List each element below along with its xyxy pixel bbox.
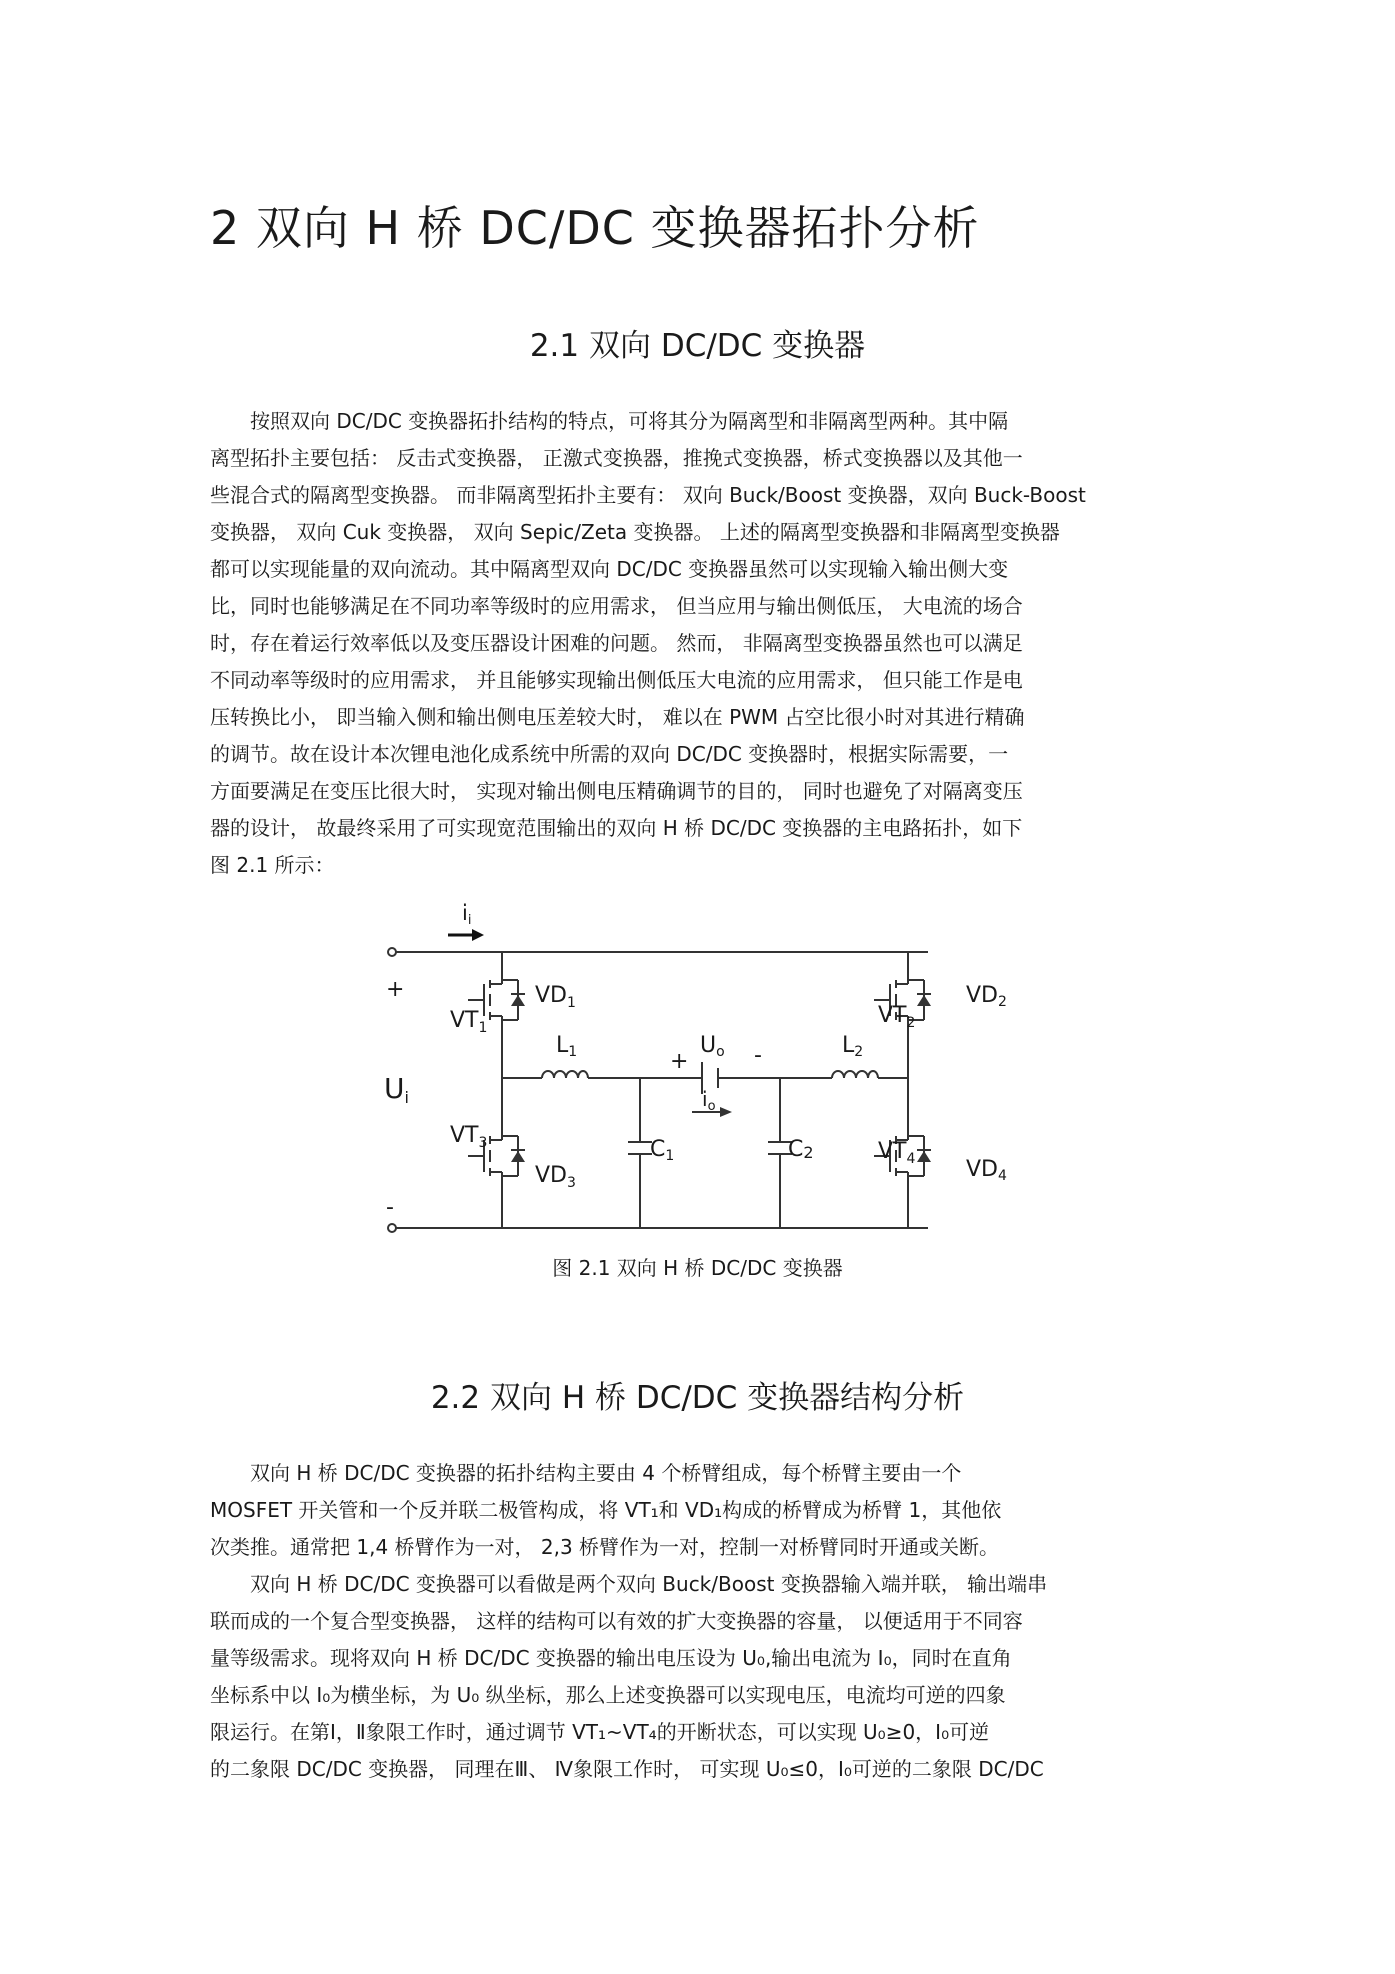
text-line: 器的设计， 故最终采用了可实现宽范围输出的双向 H 桥 DC/DC 变换器的主电路拓扑，如下: [210, 816, 1023, 840]
text-line: 按照双向 DC/DC 变换器拓扑结构的特点，可将其分为隔离型和非隔离型两种。其中隔: [210, 409, 1009, 433]
text-line: MOSFET 开关管和一个反并联二极管构成，将 VT₁和 VD₁构成的桥臂成为桥臂 1，其他依: [210, 1498, 1002, 1522]
text-line: 的调节。故在设计本次锂电池化成系统中所需的双向 DC/DC 变换器时，根据实际需要，一: [210, 742, 1009, 766]
inductor-l2: [832, 1071, 878, 1078]
label-plus-out: +: [670, 1049, 689, 1074]
text-line: 变换器， 双向 Cuk 变换器， 双向 Sepic/Zeta 变换器。 上述的隔离型变换器和非隔离型变换器: [210, 520, 1060, 544]
label-plus-in: +: [386, 977, 405, 1002]
label-vt2: $VT_2$: [878, 1003, 916, 1031]
section-2-1-paragraph: [210, 403, 1200, 884]
section-2-2-paragraph-2: [210, 1566, 1200, 1788]
input-terminal-bottom: [388, 1224, 396, 1232]
label-vt1: $VT_1$: [450, 1008, 488, 1036]
text-line: 次类推。通常把 1,4 桥臂作为一对， 2,3 桥臂作为一对，控制一对桥臂同时开通或关断。: [210, 1535, 1000, 1559]
label-l2: L2: [842, 1033, 864, 1060]
label-vd1: $VD_1$: [535, 983, 576, 1011]
text-line: 不同动率等级时的应用需求， 并且能够实现输出侧低压大电流的应用需求， 但只能工作是电: [210, 668, 1023, 692]
h-bridge-circuit-figure: [370, 880, 1050, 1240]
label-l1: L1: [556, 1033, 578, 1060]
text-line: 比，同时也能够满足在不同功率等级时的应用需求， 但当应用与输出侧低压， 大电流的场合: [210, 594, 1023, 618]
text-line: 的二象限 DC/DC 变换器， 同理在Ⅲ、 Ⅳ象限工作时， 可实现 U₀≤0，I₀可逆的二象限 DC/DC: [210, 1757, 1044, 1781]
text-line: 压转换比小， 即当输入侧和输出侧电压差较大时， 难以在 PWM 占空比很小时对其进行精确: [210, 705, 1025, 729]
text-line: 双向 H 桥 DC/DC 变换器可以看做是两个双向 Buck/Boost 变换器输入端并联， 输出端串: [210, 1572, 1048, 1596]
section-heading-2-1: 2.1 双向 DC/DC 变换器: [529, 328, 866, 364]
label-ii: ii: [462, 901, 472, 928]
text-line: 时，存在着运行效率低以及变压器设计困难的问题。 然而， 非隔离型变换器虽然也可以满足: [210, 631, 1023, 655]
text-line: 联而成的一个复合型变换器， 这样的结构可以有效的扩大变换器的容量， 以便适用于不同容: [210, 1609, 1023, 1633]
text-line: 方面要满足在变压比很大时， 实现对输出侧电压精确调节的目的， 同时也避免了对隔离变压: [210, 779, 1023, 803]
label-c2: C2: [788, 1137, 814, 1162]
section-2-2-paragraph-1: [210, 1455, 1200, 1566]
label-io: $i_o$: [702, 1087, 716, 1114]
text-line: 量等级需求。现将双向 H 桥 DC/DC 变换器的输出电压设为 U₀,输出电流为 I₀，同时在直角: [210, 1646, 1012, 1670]
label-minus-in: -: [386, 1195, 394, 1220]
text-line: 些混合式的隔离型变换器。 而非隔离型拓扑主要有： 双向 Buck/Boost 变换器，双向 Buck-Boost: [210, 483, 1086, 507]
figure-caption: 图 2.1 双向 H 桥 DC/DC 变换器: [552, 1256, 843, 1280]
inductor-l1: [542, 1071, 588, 1078]
text-line: 都可以实现能量的双向流动。其中隔离型双向 DC/DC 变换器虽然可以实现输入输出侧大变: [210, 557, 1009, 581]
text-line: 图 2.1 所示：: [210, 853, 335, 877]
section-heading-2-2: 2.2 双向 H 桥 DC/DC 变换器结构分析: [430, 1380, 965, 1416]
label-minus-out: -: [754, 1043, 762, 1068]
input-current-arrow: [448, 929, 484, 941]
label-vt4: $VT_4$: [878, 1139, 916, 1167]
label-vd3: $VD_3$: [535, 1163, 576, 1191]
label-vd4: VD4: [966, 1157, 1007, 1184]
capacitor-c1: [628, 1142, 652, 1154]
input-terminal-top: [388, 948, 396, 956]
text-line: 坐标系中以 I₀为横坐标，为 U₀ 纵坐标，那么上述变换器可以实现电压，电流均可逆的四象: [210, 1683, 1006, 1707]
label-uo: Uo: [700, 1033, 725, 1060]
h-bridge-circuit-diagram: [370, 880, 1050, 1240]
text-line: 双向 H 桥 DC/DC 变换器的拓扑结构主要由 4 个桥臂组成，每个桥臂主要由一个: [210, 1461, 962, 1485]
chapter-title: 2 双向 H 桥 DC/DC 变换器拓扑分析: [210, 201, 980, 255]
text-line: 限运行。在第Ⅰ，Ⅱ象限工作时，通过调节 VT₁~VT₄的开断状态，可以实现 U₀≥0，I₀可逆: [210, 1720, 990, 1744]
label-c1: C1: [650, 1137, 675, 1164]
label-ui: Ui: [384, 1072, 409, 1107]
label-vd2: VD2: [966, 983, 1007, 1010]
text-line: 离型拓扑主要包括： 反击式变换器， 正激式变换器，推挽式变换器，桥式变换器以及其他一: [210, 446, 1023, 470]
label-vt3: $VT_3$: [450, 1123, 488, 1151]
